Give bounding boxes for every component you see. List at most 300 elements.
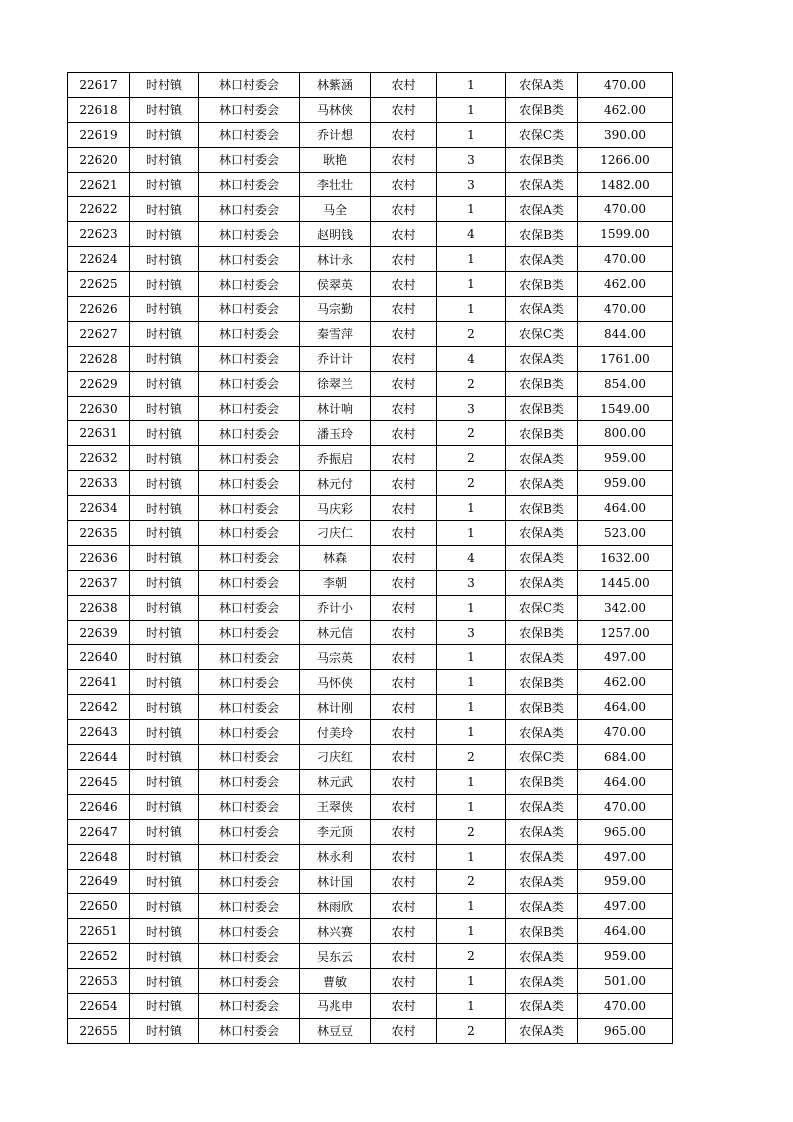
household-count-cell: 3 [437,570,506,595]
record-id: 22652 [68,944,130,969]
record-id: 22628 [68,346,130,371]
record-id: 22630 [68,396,130,421]
record-id: 22623 [68,222,130,247]
name-cell: 林元武 [300,769,371,794]
name-cell: 林紫涵 [300,73,371,98]
record-id: 22627 [68,321,130,346]
record-id: 22651 [68,919,130,944]
area-cell: 农村 [371,720,437,745]
area-cell: 农村 [371,97,437,122]
insurance-type-cell: 农保A类 [506,819,578,844]
amount-cell: 497.00 [578,844,673,869]
village-cell: 林口村委会 [199,695,300,720]
amount-cell: 470.00 [578,794,673,819]
household-count-cell: 4 [437,545,506,570]
amount-cell: 462.00 [578,97,673,122]
amount-cell: 959.00 [578,471,673,496]
town-cell: 时村镇 [130,695,199,720]
village-cell: 林口村委会 [199,172,300,197]
amount-cell: 470.00 [578,73,673,98]
record-id: 22620 [68,147,130,172]
town-cell: 时村镇 [130,993,199,1018]
amount-cell: 1632.00 [578,545,673,570]
record-id: 22648 [68,844,130,869]
record-id: 22638 [68,595,130,620]
village-cell: 林口村委会 [199,421,300,446]
table-row [68,371,673,396]
insurance-type-cell: 农保A类 [506,172,578,197]
record-id: 22643 [68,720,130,745]
town-cell: 时村镇 [130,321,199,346]
data-table [67,72,673,1044]
household-count-cell: 1 [437,969,506,994]
amount-cell: 1482.00 [578,172,673,197]
town-cell: 时村镇 [130,1018,199,1043]
insurance-type-cell: 农保B类 [506,620,578,645]
record-id: 22653 [68,969,130,994]
name-cell: 林雨欣 [300,894,371,919]
household-count-cell: 1 [437,695,506,720]
town-cell: 时村镇 [130,570,199,595]
amount-cell: 959.00 [578,869,673,894]
record-id: 22621 [68,172,130,197]
name-cell: 李朝 [300,570,371,595]
table-row [68,396,673,421]
record-id: 22622 [68,197,130,222]
record-id: 22646 [68,794,130,819]
table-row [68,819,673,844]
town-cell: 时村镇 [130,272,199,297]
insurance-type-cell: 农保A类 [506,1018,578,1043]
household-count-cell: 2 [437,421,506,446]
town-cell: 时村镇 [130,471,199,496]
amount-cell: 523.00 [578,521,673,546]
town-cell: 时村镇 [130,247,199,272]
name-cell: 马林侠 [300,97,371,122]
insurance-type-cell: 农保A类 [506,869,578,894]
area-cell: 农村 [371,197,437,222]
area-cell: 农村 [371,297,437,322]
town-cell: 时村镇 [130,645,199,670]
village-cell: 林口村委会 [199,321,300,346]
household-count-cell: 4 [437,222,506,247]
village-cell: 林口村委会 [199,720,300,745]
insurance-type-cell: 农保A类 [506,794,578,819]
name-cell: 耿艳 [300,147,371,172]
household-count-cell: 1 [437,595,506,620]
household-count-cell: 3 [437,172,506,197]
household-count-cell: 1 [437,521,506,546]
table-row [68,570,673,595]
village-cell: 林口村委会 [199,97,300,122]
name-cell: 林元付 [300,471,371,496]
insurance-type-cell: 农保B类 [506,695,578,720]
table-row [68,645,673,670]
town-cell: 时村镇 [130,944,199,969]
village-cell: 林口村委会 [199,521,300,546]
table-row [68,321,673,346]
insurance-type-cell: 农保B类 [506,371,578,396]
record-id: 22644 [68,745,130,770]
name-cell: 马庆彩 [300,496,371,521]
insurance-type-cell: 农保B类 [506,97,578,122]
insurance-type-cell: 农保B类 [506,222,578,247]
name-cell: 侯翠英 [300,272,371,297]
household-count-cell: 4 [437,346,506,371]
amount-cell: 800.00 [578,421,673,446]
amount-cell: 464.00 [578,769,673,794]
amount-cell: 497.00 [578,645,673,670]
record-id: 22636 [68,545,130,570]
village-cell: 林口村委会 [199,471,300,496]
area-cell: 农村 [371,521,437,546]
name-cell: 林森 [300,545,371,570]
table-row [68,272,673,297]
village-cell: 林口村委会 [199,570,300,595]
household-count-cell: 2 [437,944,506,969]
town-cell: 时村镇 [130,421,199,446]
household-count-cell: 2 [437,819,506,844]
area-cell: 农村 [371,695,437,720]
name-cell: 王翠侠 [300,794,371,819]
area-cell: 农村 [371,545,437,570]
household-count-cell: 1 [437,894,506,919]
table-row [68,471,673,496]
table-row [68,894,673,919]
insurance-type-cell: 农保C类 [506,321,578,346]
table-row [68,844,673,869]
record-id: 22626 [68,297,130,322]
town-cell: 时村镇 [130,446,199,471]
insurance-type-cell: 农保B类 [506,919,578,944]
amount-cell: 1761.00 [578,346,673,371]
table-row [68,545,673,570]
name-cell: 林兴赛 [300,919,371,944]
amount-cell: 470.00 [578,993,673,1018]
village-cell: 林口村委会 [199,745,300,770]
record-id: 22637 [68,570,130,595]
insurance-type-cell: 农保B类 [506,769,578,794]
amount-cell: 959.00 [578,944,673,969]
village-cell: 林口村委会 [199,944,300,969]
amount-cell: 501.00 [578,969,673,994]
household-count-cell: 2 [437,446,506,471]
insurance-type-cell: 农保A类 [506,446,578,471]
area-cell: 农村 [371,346,437,371]
name-cell: 付美玲 [300,720,371,745]
area-cell: 农村 [371,894,437,919]
name-cell: 马怀侠 [300,670,371,695]
name-cell: 刁庆红 [300,745,371,770]
amount-cell: 684.00 [578,745,673,770]
household-count-cell: 1 [437,297,506,322]
household-count-cell: 1 [437,769,506,794]
village-cell: 林口村委会 [199,670,300,695]
area-cell: 农村 [371,122,437,147]
table-row [68,769,673,794]
amount-cell: 1266.00 [578,147,673,172]
area-cell: 农村 [371,272,437,297]
household-count-cell: 1 [437,197,506,222]
table-row [68,147,673,172]
insurance-type-cell: 农保B类 [506,147,578,172]
village-cell: 林口村委会 [199,645,300,670]
village-cell: 林口村委会 [199,346,300,371]
name-cell: 林豆豆 [300,1018,371,1043]
table-row [68,695,673,720]
insurance-type-cell: 农保B类 [506,421,578,446]
household-count-cell: 3 [437,396,506,421]
area-cell: 农村 [371,471,437,496]
village-cell: 林口村委会 [199,396,300,421]
village-cell: 林口村委会 [199,122,300,147]
town-cell: 时村镇 [130,297,199,322]
amount-cell: 464.00 [578,919,673,944]
area-cell: 农村 [371,147,437,172]
table-row [68,595,673,620]
record-id: 22629 [68,371,130,396]
name-cell: 徐翠兰 [300,371,371,396]
table-row [68,993,673,1018]
record-id: 22639 [68,620,130,645]
table-row [68,1018,673,1043]
amount-cell: 965.00 [578,1018,673,1043]
area-cell: 农村 [371,670,437,695]
table-row [68,222,673,247]
town-cell: 时村镇 [130,371,199,396]
town-cell: 时村镇 [130,969,199,994]
village-cell: 林口村委会 [199,620,300,645]
amount-cell: 497.00 [578,894,673,919]
area-cell: 农村 [371,645,437,670]
amount-cell: 470.00 [578,297,673,322]
record-id: 22640 [68,645,130,670]
name-cell: 马兆申 [300,993,371,1018]
record-id: 22625 [68,272,130,297]
household-count-cell: 1 [437,122,506,147]
name-cell: 乔计小 [300,595,371,620]
table-row [68,944,673,969]
area-cell: 农村 [371,993,437,1018]
insurance-type-cell: 农保A类 [506,247,578,272]
area-cell: 农村 [371,969,437,994]
town-cell: 时村镇 [130,346,199,371]
area-cell: 农村 [371,321,437,346]
amount-cell: 854.00 [578,371,673,396]
record-id: 22633 [68,471,130,496]
village-cell: 林口村委会 [199,73,300,98]
area-cell: 农村 [371,172,437,197]
record-id: 22642 [68,695,130,720]
household-count-cell: 2 [437,371,506,396]
village-cell: 林口村委会 [199,147,300,172]
insurance-type-cell: 农保A类 [506,521,578,546]
village-cell: 林口村委会 [199,197,300,222]
village-cell: 林口村委会 [199,969,300,994]
area-cell: 农村 [371,496,437,521]
name-cell: 李元顶 [300,819,371,844]
record-id: 22624 [68,247,130,272]
area-cell: 农村 [371,919,437,944]
village-cell: 林口村委会 [199,371,300,396]
insurance-type-cell: 农保A类 [506,944,578,969]
town-cell: 时村镇 [130,620,199,645]
insurance-type-cell: 农保A类 [506,346,578,371]
amount-cell: 844.00 [578,321,673,346]
village-cell: 林口村委会 [199,819,300,844]
town-cell: 时村镇 [130,894,199,919]
amount-cell: 342.00 [578,595,673,620]
table-body [68,73,673,1044]
town-cell: 时村镇 [130,222,199,247]
insurance-type-cell: 农保C类 [506,595,578,620]
area-cell: 农村 [371,869,437,894]
insurance-type-cell: 农保A类 [506,894,578,919]
town-cell: 时村镇 [130,147,199,172]
town-cell: 时村镇 [130,844,199,869]
town-cell: 时村镇 [130,769,199,794]
household-count-cell: 2 [437,745,506,770]
town-cell: 时村镇 [130,919,199,944]
insurance-type-cell: 农保B类 [506,272,578,297]
table-row [68,919,673,944]
amount-cell: 464.00 [578,496,673,521]
insurance-type-cell: 农保B类 [506,670,578,695]
household-count-cell: 2 [437,471,506,496]
area-cell: 农村 [371,794,437,819]
area-cell: 农村 [371,396,437,421]
table-row [68,620,673,645]
amount-cell: 959.00 [578,446,673,471]
record-id: 22654 [68,993,130,1018]
village-cell: 林口村委会 [199,1018,300,1043]
record-id: 22641 [68,670,130,695]
record-id: 22631 [68,421,130,446]
name-cell: 马宗英 [300,645,371,670]
town-cell: 时村镇 [130,97,199,122]
area-cell: 农村 [371,73,437,98]
table-row [68,297,673,322]
name-cell: 马宗勤 [300,297,371,322]
village-cell: 林口村委会 [199,919,300,944]
table-row [68,172,673,197]
area-cell: 农村 [371,745,437,770]
table-row [68,969,673,994]
amount-cell: 965.00 [578,819,673,844]
amount-cell: 470.00 [578,720,673,745]
village-cell: 林口村委会 [199,446,300,471]
household-count-cell: 2 [437,321,506,346]
record-id: 22617 [68,73,130,98]
town-cell: 时村镇 [130,545,199,570]
household-count-cell: 1 [437,645,506,670]
insurance-type-cell: 农保A类 [506,720,578,745]
household-count-cell: 3 [437,620,506,645]
village-cell: 林口村委会 [199,869,300,894]
area-cell: 农村 [371,819,437,844]
name-cell: 林计刚 [300,695,371,720]
town-cell: 时村镇 [130,122,199,147]
table-row [68,745,673,770]
table-row [68,197,673,222]
insurance-type-cell: 农保A类 [506,545,578,570]
amount-cell: 1599.00 [578,222,673,247]
town-cell: 时村镇 [130,869,199,894]
area-cell: 农村 [371,570,437,595]
household-count-cell: 1 [437,844,506,869]
name-cell: 林计响 [300,396,371,421]
table-row [68,670,673,695]
name-cell: 潘玉玲 [300,421,371,446]
record-id: 22632 [68,446,130,471]
name-cell: 赵明钱 [300,222,371,247]
amount-cell: 1257.00 [578,620,673,645]
village-cell: 林口村委会 [199,222,300,247]
area-cell: 农村 [371,222,437,247]
insurance-type-cell: 农保A类 [506,297,578,322]
village-cell: 林口村委会 [199,794,300,819]
household-count-cell: 3 [437,147,506,172]
area-cell: 农村 [371,446,437,471]
village-cell: 林口村委会 [199,993,300,1018]
table-row [68,869,673,894]
insurance-type-cell: 农保A类 [506,993,578,1018]
name-cell: 曹敏 [300,969,371,994]
town-cell: 时村镇 [130,496,199,521]
area-cell: 农村 [371,769,437,794]
area-cell: 农村 [371,371,437,396]
village-cell: 林口村委会 [199,894,300,919]
insurance-type-cell: 农保A类 [506,471,578,496]
name-cell: 李壮壮 [300,172,371,197]
household-count-cell: 1 [437,720,506,745]
village-cell: 林口村委会 [199,272,300,297]
table-row [68,346,673,371]
name-cell: 林计国 [300,869,371,894]
area-cell: 农村 [371,844,437,869]
name-cell: 乔计想 [300,122,371,147]
table-row [68,421,673,446]
amount-cell: 1445.00 [578,570,673,595]
amount-cell: 390.00 [578,122,673,147]
name-cell: 刁庆仁 [300,521,371,546]
household-count-cell: 1 [437,496,506,521]
record-id: 22619 [68,122,130,147]
town-cell: 时村镇 [130,521,199,546]
household-count-cell: 1 [437,272,506,297]
record-id: 22618 [68,97,130,122]
household-count-cell: 1 [437,993,506,1018]
town-cell: 时村镇 [130,172,199,197]
insurance-type-cell: 农保A类 [506,570,578,595]
amount-cell: 1549.00 [578,396,673,421]
table-row [68,794,673,819]
table-row [68,73,673,98]
town-cell: 时村镇 [130,670,199,695]
household-count-cell: 2 [437,869,506,894]
village-cell: 林口村委会 [199,247,300,272]
village-cell: 林口村委会 [199,496,300,521]
name-cell: 林计永 [300,247,371,272]
insurance-type-cell: 农保A类 [506,844,578,869]
amount-cell: 470.00 [578,197,673,222]
area-cell: 农村 [371,944,437,969]
insurance-type-cell: 农保B类 [506,396,578,421]
amount-cell: 470.00 [578,247,673,272]
town-cell: 时村镇 [130,720,199,745]
name-cell: 林元信 [300,620,371,645]
name-cell: 吴东云 [300,944,371,969]
